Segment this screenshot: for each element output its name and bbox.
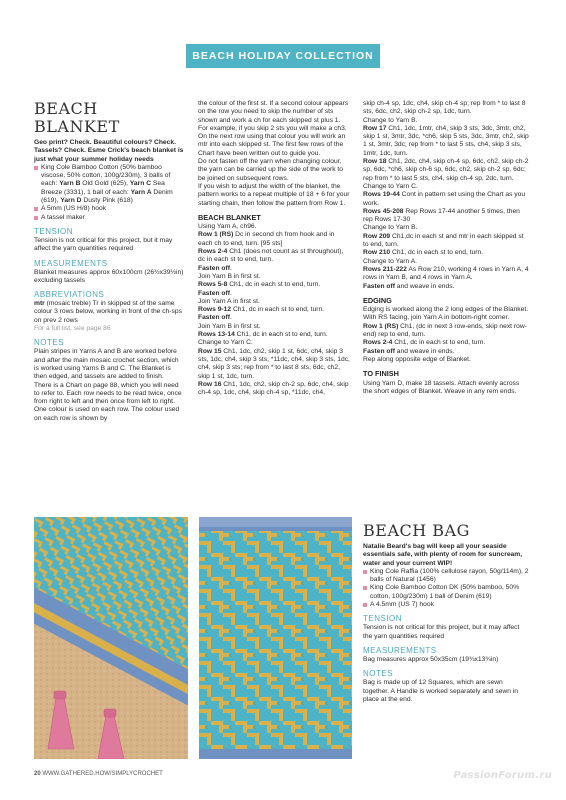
- pattern-row: Row 18 Ch1, 2dc, ch4, skip ch-4 sp, 6dc, ch2, skip ch-2 sp, 6dc, *ch6, skip ch-6 sp, 6dc, ch2, skip ch-2 sp, 6dc; rep from * to last 5 sts, ch4, skip ch-4 sp, 2dc, turn.: [363, 158, 529, 182]
- bag-material-item: A 4.5mm (US 7) hook: [363, 601, 529, 609]
- pattern-row: Row 1 (RS) Dc in second ch from hook and in each ch to end, turn. [95 sts]: [198, 231, 335, 247]
- notes-text-2: There is a Chart on page 88, which you will need to refer to. Each row needs to be read twice, once from right to left and then once from left to right. One colour is used on each row. The colour used on each row is shown by: [34, 381, 182, 422]
- pattern-row: Row 209 Ch1,dc in each st and mtr in each skipped st to end, turn.: [363, 232, 524, 249]
- notes-heading: NOTES: [34, 338, 65, 348]
- bag-measurements: Bag measures approx 50x35cm (19¾x13¾in): [363, 655, 499, 663]
- pattern-row: Fasten off.: [198, 314, 232, 322]
- pattern-row: Change to Yarn A.: [363, 257, 418, 265]
- abbreviations-link[interactable]: For a full list, see page 86: [34, 325, 111, 333]
- abbreviations-heading: ABBREVIATIONS: [34, 290, 105, 300]
- pattern-row: Row 16 Ch1, 1dc, ch2, skip ch-2 sp, 6dc, ch4, skip ch-4 sp, 1dc, ch4, skip ch-4 sp, *11dc, ch4,: [198, 380, 349, 397]
- finish-text: Using Yarn D, make 18 tassels. Attach evenly across the short edges of Blanket. Weave in any rem ends.: [363, 379, 520, 395]
- column-1: [34, 100, 184, 423]
- material-item: A 5mm (US H/8) hook: [34, 205, 184, 213]
- edging-row: Rep along opposite edge of Blanket.: [363, 355, 471, 363]
- pattern-row: Change to Yarn C.: [363, 182, 418, 190]
- material-item: A tassel maker: [34, 214, 184, 222]
- pattern-row: Rows 9-12 Ch1, dc in each st to end, turn.: [198, 306, 325, 314]
- blanket-title: BEACH BLANKET: [34, 99, 120, 136]
- edging-heading: EDGING: [363, 295, 392, 305]
- website-link[interactable]: WWW.GATHERED.HOW/SIMPLYCROCHET: [40, 771, 163, 777]
- pattern-row: Join Yarn B in first st.: [198, 322, 261, 330]
- pattern-heading: BEACH BLANKET: [198, 212, 261, 222]
- blanket-photo-image: [34, 517, 188, 759]
- bag-tension-heading: TENSION: [363, 614, 403, 624]
- pattern-row: Rows 5-8 Ch1, dc in each st to end, turn.: [198, 281, 321, 289]
- bag-notes: Bag is made up of 12 Squares, which are sewn together. A Handle is worked separately and sewn in place at the end.: [363, 679, 519, 703]
- pattern-row: Fasten off.: [198, 289, 232, 297]
- notes-continued-3: If you wish to adjust the width of the blanket, the pattern works to a repeat multiple of 18 + 6 for your starting chain, then follow the pattern from Row 1.: [198, 182, 350, 207]
- column-3: [363, 100, 529, 396]
- bag-photo-image: [199, 517, 352, 759]
- bag-photo: [199, 517, 352, 759]
- watermark: PassionForum.ru: [453, 770, 552, 781]
- pattern-row: Join Yarn B in first st.: [198, 272, 261, 280]
- pattern-row: Rows 211-222 As Row 210, working 4 rows in Yarn A, 4 rows in Yarn B, and 4 rows in Yarn A.: [363, 265, 529, 282]
- column-2: [198, 100, 350, 397]
- bag-intro: Natalie Beard's bag will keep all your seaside essentials safe, with plenty of room for suncream, water and your current WIP!: [363, 543, 523, 567]
- section-banner: BEACH HOLIDAY COLLECTION: [186, 44, 380, 68]
- pattern-row: skip ch-4 sp, 1dc, ch4, skip ch-4 sp; rep from * to last 8 sts, 6dc, ch2, skip ch-2 sp, 1dc, turn.: [363, 100, 526, 116]
- material-item: King Cole Bamboo Cotton (50% bamboo viscose, 50% cotton, 100g/230m), 3 balls of each: Yarn B Old Gold (625), Yarn C Sea Breeze (3331), 1 ball of each: Yarn A Denim (619), Yarn D Dusty Pink (618): [34, 164, 184, 205]
- pattern-row: Change to Yarn B.: [363, 224, 418, 232]
- pattern-row: Rows 19-44 Cont in pattern set using the Chart as you work.: [363, 191, 526, 207]
- edging-row: Edging is worked along the 2 long edges of the Blanket. With RS facing, join Yarn A in bottom-right corner.: [363, 306, 529, 322]
- pattern-row: Row 15 Ch1, 1dc, ch2, skip 1 st, 6dc, ch4, skip 3 sts, 1dc, ch4, skip 3 sts, *11dc, ch4, skip 3 sts, 1dc, ch4, skip 3 sts; rep from * to last 8 sts, 6dc, ch2, skip 1 st, 1dc, turn.: [198, 347, 350, 380]
- blanket-tension: Tension is not critical for this project, but it may affect the yarn quantities required: [34, 236, 173, 253]
- pattern-rows: [198, 223, 350, 397]
- abbreviations-text: mtr (mosaic treble) Tr in skipped st of the same colour 3 rows below, working in front of the ch-sps on prev 2 rows: [34, 300, 182, 324]
- edging-row: Fasten off and weave in ends.: [363, 347, 455, 355]
- bag-material-item: King Cole Bamboo Cotton DK (50% bamboo, 50% cotton, 100g/230m) 1 ball of Denim (619): [363, 584, 529, 601]
- pattern-row: Row 17 Ch1, 1dc, 1mtr, ch4, skip 3 sts, 3dc, 3mtr, ch2, skip 1 st, 3mtr, 3dc, *ch6, skip 5 sts, 3dc, 3mtr, ch2, skip 1 st, 3mtr, 3dc; rep from * to last 5 sts, ch4, skip 3 sts, 1mtr, 1dc, turn.: [363, 124, 529, 157]
- bag-column: [363, 522, 529, 704]
- edging-rows: [363, 306, 529, 364]
- bag-tension: Tension is not critical for this project, but it may affect the yarn quantities required: [363, 624, 520, 640]
- blanket-photo: [34, 517, 188, 759]
- pattern-row: Change to Yarn C.: [198, 339, 253, 347]
- page-number: 20: [34, 771, 41, 777]
- bag-material-item: King Cole Raffia (100% cellulose rayon, 50g/114m), 2 balls of Natural (1456): [363, 568, 529, 585]
- blanket-tension-heading: TENSION: [34, 226, 74, 236]
- edging-row: Row 1 (RS) Ch1, (dc in next 3 row-ends, skip next row-end) rep to end, turn.: [363, 322, 527, 339]
- notes-continued-1: the colour of the first st. If a second colour appears on the row you need to skip the number of sts shown and work a ch for each skipped st plus 1. For example, if you skip 2 sts you will make a ch3. On the next row using that colour you will work an mtr into each skipped st. The first few rows of the Chart have been written out to guide you.: [198, 100, 349, 157]
- bag-measurements-heading: MEASUREMENTS: [363, 645, 437, 655]
- pattern-row: Fasten off and weave in ends.: [363, 282, 455, 290]
- pattern-row: Change to Yarn B.: [363, 116, 418, 124]
- blanket-materials: [34, 164, 184, 222]
- pattern-row: Row 210 Ch1, dc in each st to end, turn.: [363, 249, 484, 257]
- blanket-measurements: Blanket measures approx 60x100cm (26½x39½in) excluding tassels: [34, 268, 184, 284]
- pattern-row: Rows 2-4 Ch1 (does not count as st throughout), dc in each st to end, turn.: [198, 248, 344, 264]
- finish-heading: TO FINISH: [363, 369, 399, 379]
- notes-text-1: Plain stripes in Yarns A and B are worked before and after the main mosaic crochet section, which is worked using Yarns B and C. The Blanket is then edged, and tassels are added to finish.: [34, 348, 179, 381]
- pattern-row: Join Yarn A in first st.: [198, 297, 260, 305]
- bag-title: BEACH BAG: [363, 521, 470, 540]
- blanket-measurements-heading: MEASUREMENTS: [34, 258, 108, 268]
- pattern-row: Rows 45-208 Rep Rows 17-44 another 5 times, then rep Rows 17-30: [363, 207, 520, 224]
- page-footer: [34, 771, 163, 777]
- bag-materials: [363, 568, 529, 609]
- bag-notes-heading: NOTES: [363, 669, 394, 679]
- pattern-row: Rows 13-14 Ch1, dc in each st to end, turn.: [198, 331, 328, 339]
- blanket-intro: Geo print? Check. Beautiful colours? Check. Tassels? Check. Esme Crick's beach blanket is just what your summer holiday needs: [34, 139, 184, 163]
- pattern-row: Fasten off.: [198, 264, 232, 272]
- notes-continued-2: Do not fasten off the yarn when changing colour, the yarn can be carried up the side of the work to be joined on subsequent rows.: [198, 158, 343, 182]
- pattern-row: Using Yarn A, ch96.: [198, 223, 257, 231]
- edging-row: Rows 2-4 Ch1, dc in each st to end, turn.: [363, 339, 486, 347]
- pattern-rows-continued: [363, 100, 529, 291]
